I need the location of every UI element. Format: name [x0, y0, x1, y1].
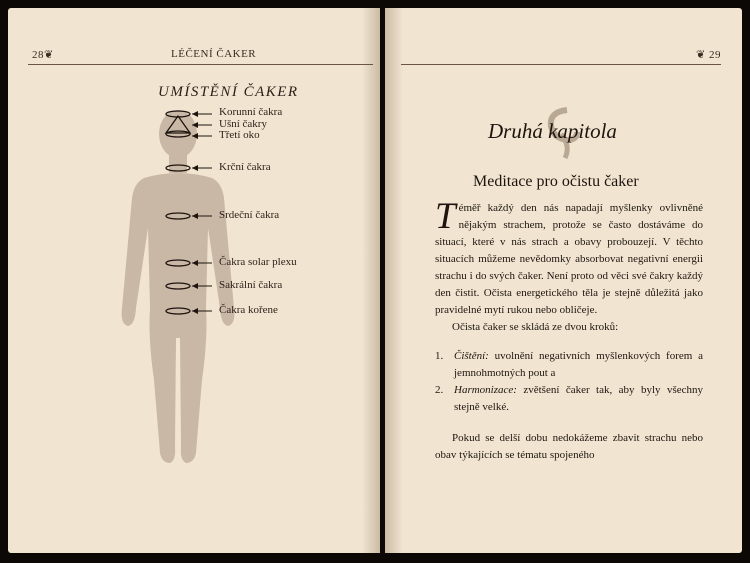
chapter-body: [435, 196, 703, 464]
header-rule: [401, 64, 721, 65]
label-heart-chakra: Srdeční čakra: [219, 209, 280, 221]
label-third-eye: Třetí oko: [219, 129, 260, 141]
fleuron-icon: ❦: [44, 49, 54, 61]
right-page: [385, 8, 742, 553]
list-item: 2. Harmonizace: zvětšení čaker tak, aby byly všechny stejně velké.: [435, 384, 703, 413]
left-page: [8, 8, 380, 553]
paragraph-intro: Téměř každý den nás napadají myšlenky ovlivněné nějakým strachem, protože se často dostáváme do situací, které v nás strach a obavy probouzejí. V těchto situacích můžeme nevědomky absorbovat negativní energii strachu i do svých čaker. Není proto od věci své čakry každý den čistit. Očista energetického těla je stejně důležitá jako pravidelné mytí rukou nebo obličeje.: [435, 196, 703, 316]
fleuron-icon: ❦: [696, 49, 706, 61]
label-sacral-chakra: Sakrální čakra: [219, 279, 283, 291]
figure-title: UMÍSTĚNÍ ČAKER: [158, 84, 299, 100]
label-root-chakra: Čakra kořene: [219, 304, 278, 316]
label-throat-chakra: Krční čakra: [219, 161, 271, 173]
gutter-shadow: [385, 8, 403, 553]
chapter-title: Druhá kapitola: [488, 119, 617, 143]
human-silhouette: [122, 110, 235, 463]
running-header: LÉČENÍ ČAKER: [171, 48, 257, 60]
section-title: Meditace pro očistu čaker: [473, 173, 639, 190]
label-ear-chakras: Ušní čakry: [219, 118, 267, 130]
label-crown-chakra: Korunní čakra: [219, 106, 283, 118]
right-page-number: ❦ 29: [696, 49, 721, 61]
paragraph-steps-intro: Očista čaker se skládá ze dvou kroků:: [452, 321, 619, 333]
body-silhouette-figure: [8, 8, 380, 553]
drop-cap: T: [435, 196, 456, 237]
list-item: 1. Čištění: uvolnění negativních myšlenkových forem a jemnohmotných pout a: [435, 350, 703, 379]
label-solar-plexus: Čakra solar plexu: [219, 256, 297, 268]
paragraph-continued: Pokud se delší dobu nedokážeme zbavit strachu nebo obav týkajících se tématu spojeného: [435, 432, 703, 461]
left-page-number: 28❦: [32, 49, 54, 61]
